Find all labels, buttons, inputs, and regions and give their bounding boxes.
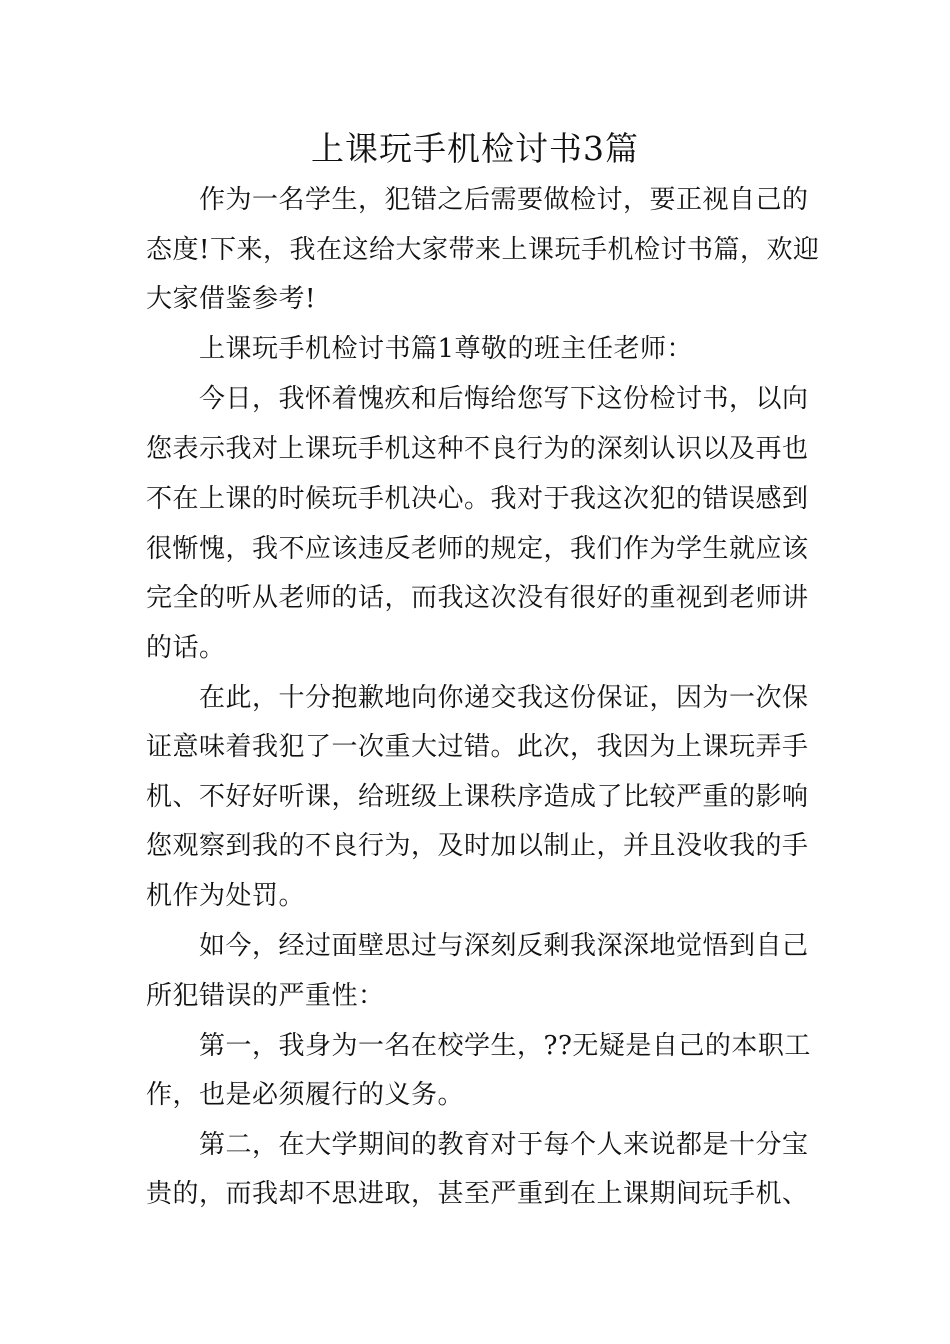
paragraph-line: 第一，我身为一名在校学生，??无疑是自己的本职工 bbox=[199, 1031, 811, 1061]
paragraph-line: 作，也是必须履行的义务。 bbox=[146, 1080, 465, 1110]
paragraph-line: 在此，十分抱歉地向你递交我这份保证，因为一次保 bbox=[199, 683, 809, 713]
paragraph-line: 不在上课的时候玩手机决心。我对于我这次犯的错误感到 bbox=[146, 484, 809, 514]
paragraph-line: 机作为处罚。 bbox=[146, 881, 306, 911]
paragraph-line: 的话。 bbox=[146, 633, 226, 663]
paragraph-line: 第二，在大学期间的教育对于每个人来说都是十分宝 bbox=[199, 1130, 809, 1160]
paragraph-line: 您观察到我的不良行为，及时加以制止，并且没收我的手 bbox=[146, 831, 809, 861]
paragraph-line: 今日，我怀着愧疚和后悔给您写下这份检讨书，以向 bbox=[199, 384, 809, 414]
paragraph-line: 上课玩手机检讨书篇1尊敬的班主任老师： bbox=[199, 334, 694, 364]
paragraph-line: 大家借鉴参考! bbox=[146, 284, 316, 314]
document-title: 上课玩手机检讨书3篇 bbox=[311, 129, 639, 168]
paragraph-line: 您表示我对上课玩手机这种不良行为的深刻认识以及再也 bbox=[146, 434, 809, 464]
paragraph-line: 态度!下来，我在这给大家带来上课玩手机检讨书篇，欢迎 bbox=[146, 235, 820, 265]
paragraph-line: 机、不好好听课，给班级上课秩序造成了比较严重的影响 bbox=[146, 782, 809, 812]
paragraph-line: 完全的听从老师的话，而我这次没有很好的重视到老师讲 bbox=[146, 583, 809, 613]
paragraph-line: 所犯错误的严重性： bbox=[146, 981, 385, 1011]
paragraph-line: 很惭愧，我不应该违反老师的规定，我们作为学生就应该 bbox=[146, 534, 809, 564]
paragraph-line: 贵的，而我却不思进取，甚至严重到在上课期间玩手机、 bbox=[146, 1179, 809, 1209]
paragraph-line: 如今，经过面壁思过与深刻反剩我深深地觉悟到自己 bbox=[199, 931, 809, 961]
paragraph-line: 证意味着我犯了一次重大过错。此次，我因为上课玩弄手 bbox=[146, 732, 809, 762]
paragraph-line: 作为一名学生，犯错之后需要做检讨，要正视自己的 bbox=[199, 185, 809, 215]
